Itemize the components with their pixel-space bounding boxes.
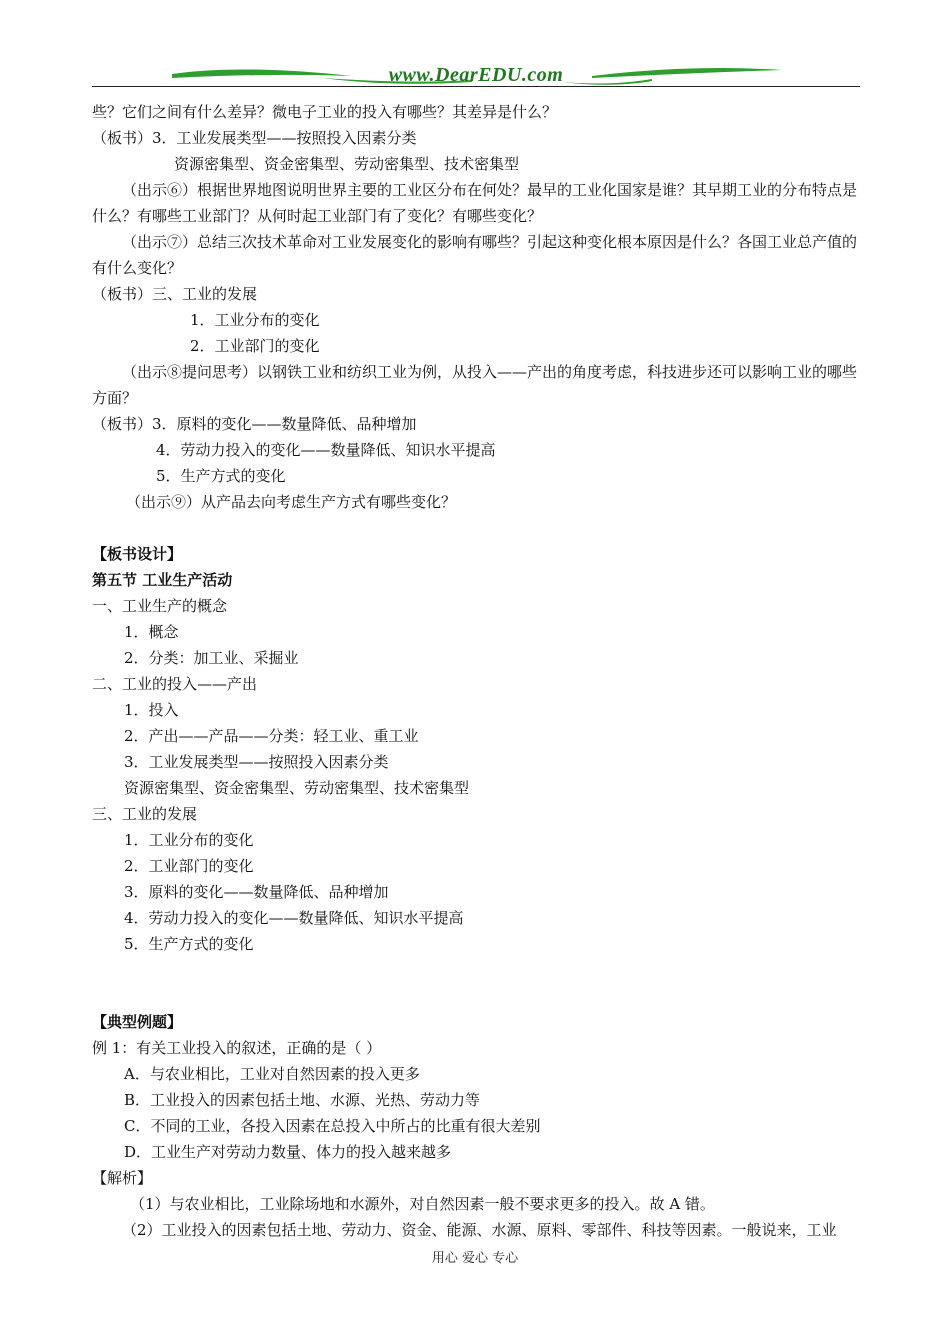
example-heading: 【典型例题】 (92, 1013, 183, 1031)
header-rule (92, 86, 860, 87)
board-item: 4．劳动力投入的变化——数量降低、知识水平提高 (124, 909, 464, 927)
text-line: 资源密集型、资金密集型、劳动密集型、技术密集型 (174, 155, 520, 173)
board-item: 3．原料的变化——数量降低、品种增加 (124, 883, 389, 901)
page-footer: 用心 爱心 专心 (431, 1251, 519, 1266)
analysis-line: （1）与农业相比，工业除场地和水源外，对自然因素一般不要求更多的投入。故 A 错。 (130, 1195, 715, 1213)
paragraph: （出示⑧提问思考）以钢铁工业和纺织工业为例，从投入——产出的角度考虑，科技进步还可以影响工业的哪些方面？ (92, 363, 858, 407)
text-line: 1．工业分布的变化 (190, 311, 320, 329)
option-b: B．工业投入的因素包括土地、水源、光热、劳动力等 (124, 1091, 481, 1109)
document-body (92, 99, 862, 1243)
option-d: D．工业生产对劳动力数量、体力的投入越来越多 (124, 1143, 452, 1161)
board-item: 一、工业生产的概念 (92, 597, 228, 615)
analysis-heading: 【解析】 (92, 1169, 153, 1187)
board-item: 2．分类：加工业、采掘业 (124, 649, 299, 667)
paragraph: （出示⑥）根据世界地图说明世界主要的工业区分布在何处？最早的工业化国家是谁？其早期工业的分布特点是什么？有哪些工业部门？从何时起工业部门有了变化？有哪些变化？ (92, 181, 858, 225)
board-item: 1．概念 (124, 623, 179, 641)
example-question: 例 1：有关工业投入的叙述，正确的是（ ） (92, 1039, 382, 1057)
text-line: 些？它们之间有什么差异？微电子工业的投入有哪些？其差异是什么？ (92, 103, 558, 121)
board-item: 资源密集型、资金密集型、劳动密集型、技术密集型 (124, 779, 470, 797)
board-item: 1．投入 (124, 701, 179, 719)
section-title: 第五节 工业生产活动 (92, 571, 233, 589)
board-item: 三、工业的发展 (92, 805, 198, 823)
board-item: 二、工业的投入——产出 (92, 675, 258, 693)
board-item: 5．生产方式的变化 (124, 935, 254, 953)
text-line: 2．工业部门的变化 (190, 337, 320, 355)
board-item: 1．工业分布的变化 (124, 831, 254, 849)
text-line: （板书）3．原料的变化——数量降低、品种增加 (92, 415, 417, 433)
text-line: （出示⑨）从产品去向考虑生产方式有哪些变化？ (126, 493, 457, 511)
text-line: 5．生产方式的变化 (156, 467, 286, 485)
text-line: （板书）3．工业发展类型——按照投入因素分类 (92, 129, 417, 147)
board-design-heading: 【板书设计】 (92, 545, 183, 563)
board-item: 2．产出——产品——分类：轻工业、重工业 (124, 727, 419, 745)
paragraph: （出示⑦）总结三次技术革命对工业发展变化的影响有哪些？引起这种变化根本原因是什么？各国工业总产值的有什么变化？ (92, 233, 858, 277)
text-line: （板书）三、工业的发展 (92, 285, 258, 303)
board-item: 2．工业部门的变化 (124, 857, 254, 875)
analysis-line: （2）工业投入的因素包括土地、劳动力、资金、能源、水源、原料、零部件、科技等因素。一般说来，工业 (122, 1221, 837, 1239)
option-a: A．与农业相比，工业对自然因素的投入更多 (124, 1065, 420, 1083)
text-line: 4．劳动力投入的变化——数量降低、知识水平提高 (156, 441, 496, 459)
board-item: 3．工业发展类型——按照投入因素分类 (124, 753, 389, 771)
site-brand-logo: www.DearEDU.com (388, 64, 564, 86)
option-c: C．不同的工业，各投入因素在总投入中所占的比重有很大差别 (124, 1117, 541, 1135)
